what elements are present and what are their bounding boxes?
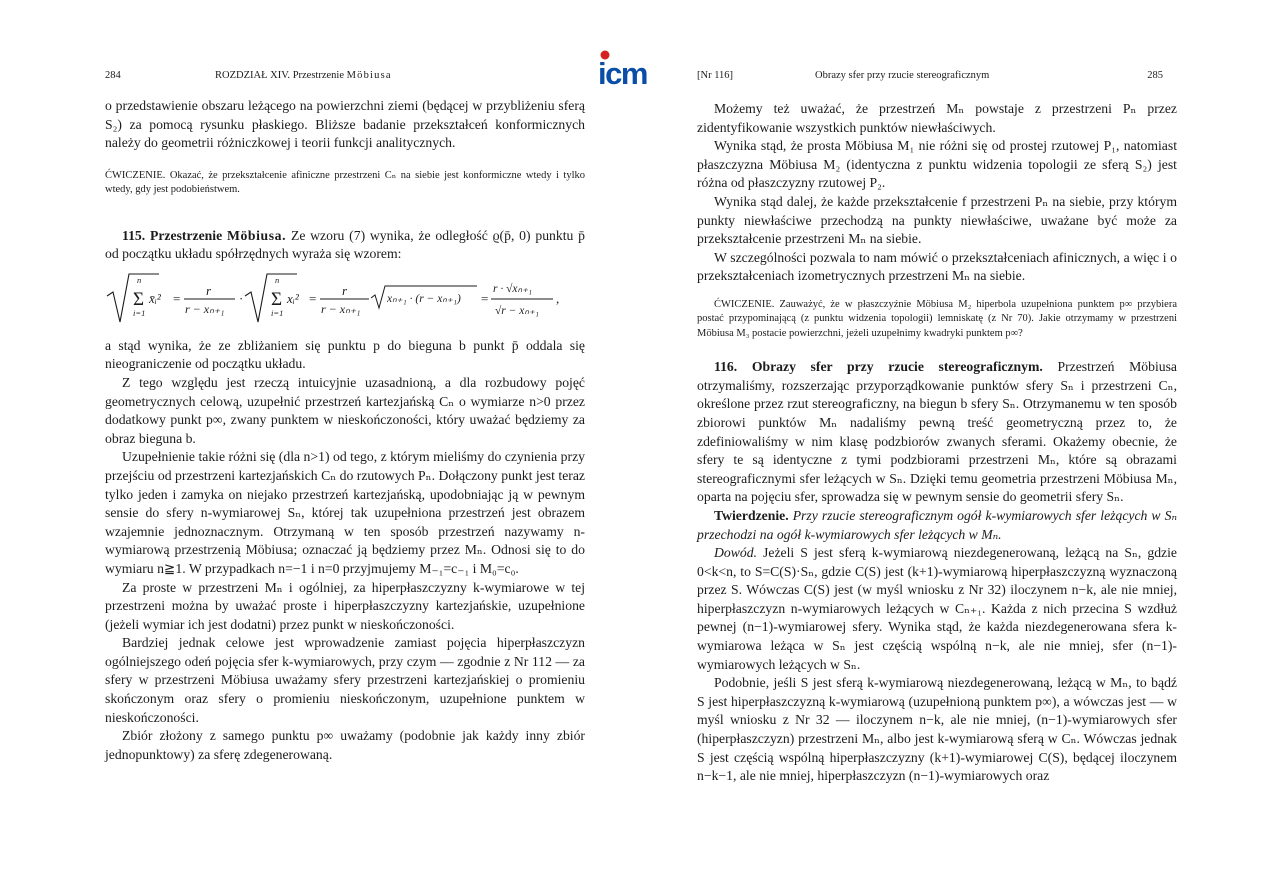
paragraph-6: Zbiór złożony z samego punktu p∞ uważamy (podobnie jak każdy inny zbiór jednopunktowy) za sferę zdegenerowaną. [105, 728, 585, 762]
paragraph-1: a stąd wynika, że ze zbliżaniem się punktu p do bieguna b punkt p̄ oddala się nieograniczenie od początku układu. [105, 337, 585, 372]
paragraph-intro: o przedstawienie obszaru leżącego na powierzchni ziemi (będącej w przybliżeniu sferą S₂) za pomocą rysunku płaskiego. Bliższe badanie przekształceń konformicznych należy do geometrii różniczkowej i teorii funkcji analitycznych. [105, 98, 585, 151]
sum-bottom: i=1 [133, 307, 146, 318]
section-115-name: Möbiusa. [226, 227, 287, 243]
right-paragraph-2: Wynika stąd, że prosta Möbiusa M₁ nie różni się od prostej rzutowej P₁, natomiast płaszczyzna Möbiusa M₂ (identyczna z punktu widzenia topologii ze sferą S₂) jest różna od płaszczyzny rzutowej P₂. [697, 138, 1177, 191]
right-exercise: ĆWICZENIE. Zauważyć, że w płaszczyźnie Möbiusa M₂ hiperbola uzupełniona punktem p∞ przybiera postać przypominającą (z punktu widzenia topologii) lemniskatę (z Nr 70). Jakie otrzymamy w przestrzeni Möbiusa M₃ postacie powierzchni, jeżeli uzupełnimy kwadryki punktem p∞? [697, 298, 1177, 339]
sigma-1: Σ [133, 288, 145, 310]
theorem-text: Przy rzucie stereograficznym ogół k-wymiarowych sfer leżących w Sₙ przechodzi na ogół k-wymiarowych sfer leżących w Mₙ. [697, 507, 1177, 542]
frac2-num: r [342, 282, 348, 298]
svg-text:i=1: i=1 [271, 307, 284, 318]
paragraph-4: Za proste w przestrzeni Mₙ i ogólniej, za hiperpłaszczyzny k-wymiarowe w tej przestrzeni można by uważać proste i hiperpłaszczyzny kartezjańskie, uzupełnione (jeżeli wymiar ich jest dodatni) przez punkt w nieskończoności. [105, 579, 585, 632]
paragraph-5: Bardziej jednak celowe jest wprowadzenie zamiast pojęcia hiperpłaszczyzn ogólniejszego odeń pojęcia sfer k-wymiarowych, przy czym — zgodnie z Nr 112 — za sfery w przestrzeni Möbiusa uważamy sfery przestrzeni kartezjańskiej o promieniu skończonym oraz sfery o promieniu nieskończonym, uzupełnione punktem w nieskończoności. [105, 635, 585, 725]
right-running-head [697, 70, 1177, 86]
right-paragraph-1: Możemy też uważać, że przestrzeń Mₙ powstaje z przestrzeni Pₙ przez zidentyfikowanie wszystkich punktów niewłaściwych. [697, 101, 1177, 135]
svg-text:=: = [173, 290, 181, 306]
section-116-title: 116. Obrazy sfer przy rzucie stereograficznym. [714, 359, 1043, 375]
chapter-title: Przestrzenie [292, 70, 344, 81]
distance-formula [105, 270, 585, 328]
icm-logo [597, 48, 667, 92]
section-115-text: Ze wzoru (7) wynika, że odległość ϱ(p̄, 0) punktu p̄ od początku układu spółrzędnych wyraża się wzorem: [105, 227, 586, 262]
right-paragraph-4: W szczególności pozwala to nam mówić o przekształceniach afinicznych, a więc i o przekształceniach izometrycznych przestrzeni Mₙ na siebie. [697, 249, 1177, 284]
frac1-den: r − xₙ₊₁ [185, 301, 225, 316]
left-chapter-heading [215, 70, 392, 81]
term-1: x̄ᵢ² [149, 290, 161, 306]
section-116-text: Przestrzeń Möbiusa otrzymaliśmy, rozszerzając przyporządkowanie punktów sfery Sₙ i przestrzeni Cₙ, określone przez rzut stereograficzny, na biegun b sfery Sₙ. Otrzymanemu w ten sposób zbiorowi punktów Mₙ nadaliśmy pewną treść geometryczną przez to, że zdefiniowaliśmy w nim klasę podzbiorów zwanych sferami. Okażemy obecnie, że sfery te są identyczne z tymi podzbiorami przestrzeni Mₙ, które są obrazami stereograficznymi sfer leżących w Sₙ. Dzięki temu geometria przestrzeni Möbiusa Mₙ, oparta na pojęciu sfer, sprowadza się w pewnym sensie do geometrii sfery Sₙ. [697, 359, 1177, 505]
right-running-title: Obrazy sfer przy rzucie stereograficznym [815, 70, 990, 81]
theorem-label: Twierdzenie. [714, 507, 789, 523]
left-page-number: 284 [105, 70, 121, 81]
right-page-number: 285 [1147, 70, 1163, 81]
section-115 [105, 227, 585, 264]
section-reference: [Nr 116] [697, 70, 734, 81]
left-body [105, 97, 585, 764]
term-2: xᵢ² [287, 290, 299, 306]
section-115-number: 115. Przestrzenie [122, 227, 223, 243]
frac2-den: r − xₙ₊₁ [321, 301, 361, 316]
svg-text:Σ: Σ [271, 288, 283, 310]
paragraph-3: Uzupełnienie takie różni się (dla n>1) od tego, z którym mieliśmy do czynienia przy przejściu od przestrzeni kartezjańskich Cₙ do rzutowych Pₙ. Dołączony punkt jest teraz tylko jeden i zamyka on niejako przestrzeń kartezjańską, upodobniając ją w pewnym sensie do sfery n-wymiarowej Sₙ, której tak uzupełniona przestrzeń jest obrazem wzajemnie jednoznacznym. Otrzymaną w ten sposób przestrzeń nazywamy n-wymiarową przestrzenią Möbiusa; oznaczać ją będziemy przez Mₙ. Odnosi się to do wymiaru n≧1. W przypadkach n=−1 i n=0 przyjmujemy M₋₁=c₋₁ i M₀=c₀. [105, 449, 585, 576]
theorem [697, 507, 1177, 544]
logo-text: icm [598, 56, 647, 91]
svg-text:=: = [481, 290, 489, 306]
right-body [697, 100, 1177, 786]
frac3-den: √r − xₙ₊₁ [495, 304, 540, 317]
svg-text:n: n [275, 274, 280, 285]
right-paragraph-3: Wynika stąd dalej, że każde przekształcenie f przestrzeni Pₙ na siebie, przy którym punkty niewłaściwe przechodzą na punkty niewłaściwe, uważane być może za przekształcenie przestrzeni Mₙ na siebie. [697, 193, 1177, 247]
proof-label: Dowód. [714, 545, 757, 561]
right-paragraph-7: Podobnie, jeśli S jest sferą k-wymiarową niezdegenerowaną, leżącą w Mₙ, to bądź S jest hiperpłaszczyzną k-wymiarową (uzupełnioną punktem p∞), a wówczas jest — w myśl wniosku z Nr 32 — iloczynem n−k, ale nie mniej, (n−1)-wymiarowych sfer (hiperpłaszczyzn) przestrzeni Mₙ, albo jest k-wymiarową sferą w Cₙ. Wówczas jednak S jest częścią wspólną hiperpłaszczyzny (k+1)-wymiarowej C(S), będącej iloczynem n−k−1, ale nie mniej, hiperpłaszczyzn (n−1)-wymiarowych oraz [697, 675, 1177, 784]
left-exercise: ĆWICZENIE. Okazać, że przekształcenie afiniczne przestrzeni Cₙ na siebie jest konformiczne wtedy i tylko wtedy, gdy jest podobieństwem. [105, 169, 585, 196]
svg-text:·: · [239, 290, 244, 306]
sum-top: n [137, 274, 142, 285]
frac1-num: r [206, 282, 212, 298]
proof [697, 544, 1177, 674]
svg-text:,: , [556, 290, 560, 306]
sqrt-arg: xₙ₊₁ · (r − xₙ₊₁) [387, 292, 461, 305]
svg-text:=: = [309, 290, 317, 306]
left-running-head [105, 70, 585, 86]
chapter-name: Möbiusa [346, 70, 392, 81]
chapter-prefix: ROZDZIAŁ XIV. [215, 70, 291, 81]
section-116 [697, 358, 1177, 507]
proof-text: Jeżeli S jest sferą k-wymiarową niezdegenerowaną, leżącą na Sₙ, gdzie 0<k<n, to S=C(S)·Sₙ, gdzie C(S) jest (k+1)-wymiarową hiperpłaszczyzną wyznaczoną przez S. Wówczas C(S) jest (w myśl wniosku z Nr 32) iloczynem n−k, ale nie mniej, hiperpłaszczyzn n-wymiarowych leżących w Cₙ₊₁. Każda z nich przecina S wzdłuż pewnej (n−1)-wymiarowej sfery. Wynika stąd, że każda niezdegenerowana sfera k-wymiarowa leżąca w Sₙ jest częścią wspólną n−k, ale nie mniej, sfer (n−1)-wymiarowych leżących w Sₙ. [697, 545, 1178, 672]
paragraph-2: Z tego względu jest rzeczą intuicyjnie uzasadnioną, a dla rozbudowy pojęć geometrycznych celową, uzupełnić przestrzeń kartezjańską Cₙ o wymiarze n>0 przez dodatkowy punkt p∞, zwany punktem w nieskończoności, który uważać będziemy za obraz bieguna b. [105, 374, 585, 446]
frac3-num: r · √xₙ₊₁ [493, 282, 533, 295]
